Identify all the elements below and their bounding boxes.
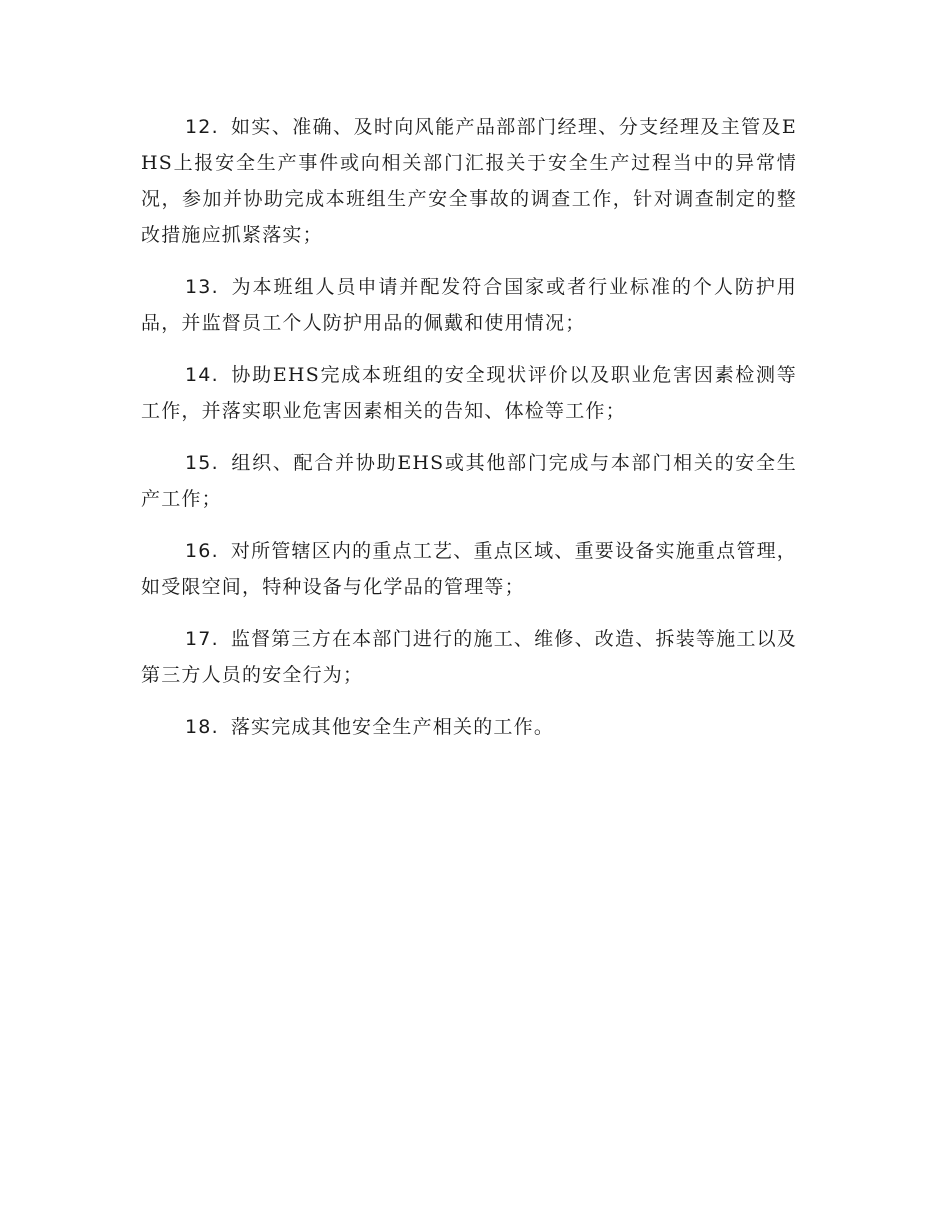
list-item-12 <box>141 109 797 253</box>
list-item-13 <box>141 269 797 341</box>
item-number: 16. <box>185 540 219 562</box>
item-number: 12. <box>185 116 219 138</box>
item-text: 监督第三方在本部门进行的施工、维修、改造、拆装等施工以及第三方人员的安全行为； <box>141 628 797 686</box>
item-number: 18. <box>185 716 219 738</box>
list-item-15 <box>141 445 797 517</box>
list-item-18 <box>141 709 797 745</box>
document-body <box>141 109 797 761</box>
item-text: 对所管辖区内的重点工艺、重点区域、重要设备实施重点管理，如受限空间，特种设备与化学品的管理等； <box>141 540 797 598</box>
list-item-16 <box>141 533 797 605</box>
item-text: 组织、配合并协助EHS或其他部门完成与本部门相关的安全生产工作； <box>141 452 797 510</box>
item-text: 落实完成其他安全生产相关的工作。 <box>230 716 555 738</box>
item-text: 协助EHS完成本班组的安全现状评价以及职业危害因素检测等工作，并落实职业危害因素相关的告知、体检等工作； <box>141 364 797 422</box>
list-item-14 <box>141 357 797 429</box>
item-number: 17. <box>185 628 219 650</box>
item-number: 14. <box>185 364 219 386</box>
item-number: 13. <box>185 276 219 298</box>
item-number: 15. <box>185 452 219 474</box>
item-text: 如实、准确、及时向风能产品部部门经理、分支经理及主管及EHS上报安全生产事件或向相关部门汇报关于安全生产过程当中的异常情况，参加并协助完成本班组生产安全事故的调查工作，针对调查制定的整改措施应抓紧落实； <box>141 116 797 246</box>
list-item-17 <box>141 621 797 693</box>
item-text: 为本班组人员申请并配发符合国家或者行业标准的个人防护用品，并监督员工个人防护用品的佩戴和使用情况； <box>141 276 797 334</box>
